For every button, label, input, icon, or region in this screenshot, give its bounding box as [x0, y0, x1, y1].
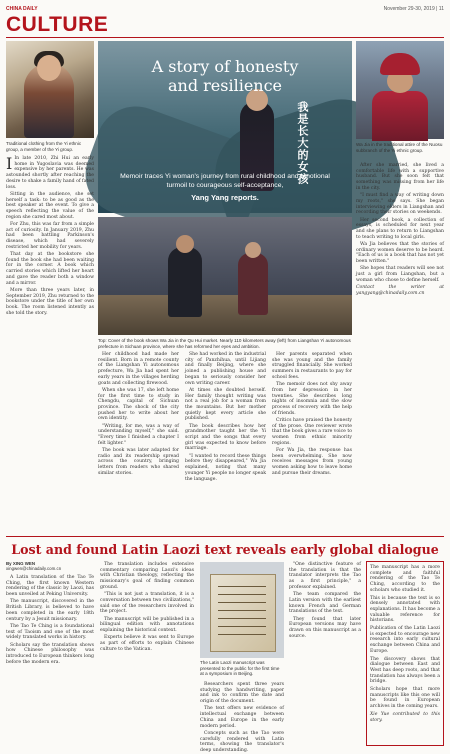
- left-photo: [6, 41, 94, 138]
- right-photo: [356, 41, 444, 139]
- contact-line: Contact the writer at yangyang@chinadaily.com.cn: [356, 285, 444, 296]
- article2-column-3: Researchers spent three years studying the handwriting, paper and ink to confirm the date and origin of the document. The text offers new evidence of intellectual exchange between China and Europe in the early modern period. Concepts such as the Tao were carefully rendered with Latin terms, showing the translator's deep understanding.: [200, 682, 284, 753]
- sidebar-contact: Xie Yue contributed to this story.: [370, 711, 440, 723]
- section-divider: [6, 37, 444, 38]
- feature-column-2: Her childhood had made her resilient. Born in a remote county of the Liangshan Yi autonomous prefecture, Wa Jia had spent her early years in the villages herding goats and collecting firewood. When she was 17, she left home for the first time to study in Chengdu, capital of Sichuan province. The shock of the city pushed her to write about her own identity. "Writing, for me, was a way of understanding myself," she said. "Every time I finished a chapter I felt lighter." The book was later adapted for radio and its readership spread across the country, bringing letters from readers who shared similar stories.: [98, 352, 179, 476]
- manuscript-caption: The Latin Laozi manuscript was presented to the public for the first time at a symposium in Beijing.: [200, 660, 280, 677]
- article2-column-1: A Latin translation of the Tao Te Ching, the first known Western rendering of the classic by Laozi, has been unveiled at Peking University. The manuscript, discovered in the British Library, is believed to have been completed in the early 18th century by a Jesuit missionary. The Tao Te Ching is a foundational text of Taoism and one of the most widely translated works in history. Scholars say the translation shows how Chinese philosophy was introduced to European thinkers long before the modern era.: [6, 575, 94, 665]
- left-photo-caption: Traditional clothing from the Yi ethnic group, a member of the Yi group.: [6, 141, 82, 152]
- issue-date: November 29-30, 2019 | 11: [383, 6, 444, 12]
- feature-title: A story of honesty and resilience: [151, 57, 299, 95]
- masthead: CHINA DAILY: [6, 6, 38, 12]
- author-email[interactable]: xingwen@chinadaily.com.cn: [6, 566, 62, 572]
- sidebar-box: The manuscript has a more complete and faithful rendering of the Tao Te Ching, according to the scholars who studied it. This is because the text is so densely annotated with explanations. It has become a valuable reference for historians. Publication of the Latin Laozi is expected to encourage new research into early cultural exchange between China and Europe. The discovery shows that dialogue between East and West has deep roots, and that translation has always been a bridge. Scholars hope that more manuscripts like this one will be found in European archives in the coming years. Xie Yue contributed to this story.: [366, 561, 444, 746]
- chinese-book-title: 我是长大的女孩: [296, 101, 309, 185]
- feature-deck: Memoir traces Yi woman's journey from rural childhood and emotional turmoil to courageous self-acceptance,: [120, 173, 330, 189]
- article2-column-2: The translation includes extensive commentary comparing Laozi's ideas with Christian theology, reflecting the missionary's goal of finding common ground. "This is not just a translation, it is a conversation between two civilizations," said one of the researchers involved in the project. The manuscript will be published in a bilingual edition with annotations explaining the historical context. Experts believe it was sent to Europe as part of efforts to explain Chinese culture to the Vatican.: [100, 562, 194, 652]
- feature-column-3: She had worked in the industrial city of Panzhihua, until Lijiang and finally Beijing, where she joined a publishing house and began to seriously consider her own writing career. At times she doubted herself. Her family thought writing was not a real job for a woman from the mountains. But her mother quietly kept every article she published. The book describes how her grandmother taught her the Yi script and the songs that every girl was expected to know before marriage. "I wanted to record these things before they disappeared," Wa Jia explained, noting that many younger Yi people no longer speak the language.: [185, 352, 266, 482]
- right-photo-caption: Wa Jia in the traditional attire of the Nuosu subbranch of the Yi ethnic group.: [356, 142, 443, 153]
- middle-photo: [98, 217, 352, 335]
- manuscript-photo: [200, 562, 284, 658]
- feature-column-1: I In late 2010, Zhi Hui an early home in Yugoslavia was deemed expensive by her parents. He was astounded shortly after reaching the desire to shake a family hand of fated loss. Sitting in the audience, she set herself a task: to be as good as the best speaker at the event. To give a speech reflecting the value of the region she cared most about. For Zhu, this was far from a simple act of curiosity. In January 2019, Zhu had been battling Parkinson's disease, which had severely restricted her mobility for years. That day at the bookstore she found the book she had been waiting for in the corner. A book which carried stories which lifted her heart and gave the reader both a window and a mirror. More than three years later, in September 2019, Zhu returned to the bookstore under the title of her own book. The room listened intently as she told the story.: [6, 154, 94, 316]
- section-title: CULTURE: [6, 13, 109, 36]
- article-divider: [6, 536, 444, 537]
- middle-photo-caption: Top: Cover of the book shows Wa Jia in the Qu Hui market. Nearly 110 kilometers away (left) from Liangshan Yi autonomous prefecture in Sichuan province, where she has reformed her eyes and ambition.: [98, 338, 351, 349]
- feature-byline: Yang Yang reports.: [191, 193, 259, 202]
- feature-column-4: Her parents separated when she was young and the family struggled financially. She worked summers in restaurants to pay for school fees. The memoir does not shy away from her depression in her twenties. She describes long nights of insomnia and the slow process of recovery with the help of friends. Critics have praised the honesty of the prose. One reviewer wrote that the book gives a rare voice to women from ethnic minority regions. For Wa Jia, the response has been overwhelming. She now receives messages from young women asking how to leave home and pursue their dreams.: [272, 352, 352, 476]
- article2-byline: By XING WEN xingwen@chinadaily.com.cn: [6, 561, 62, 572]
- feature-column-5: After she married, she lived a comfortable life with a supportive husband. But she soon felt that something was missing from her life in the city. "I must find a way of writing down my roots," she says. She began interviewing elders in Liangshan and recording their stories on weekends. Her second book, a collection of essays, is scheduled for next year and she plans to return to Liangshan to teach writing to local girls. Wa Jia believes that the stories of ordinary women deserve to be heard. "Each of us is a book that has not yet been written." She hopes that readers will see not just a girl from Liangshan, but a woman who chose to define herself. Contact the writer at yangyang@chinadaily.com.cn: [356, 163, 444, 296]
- article2-column-4: "One distinctive feature of the translation is that the translator interprets the Tao as a first principle," a professor explained. The team compared the Latin version with the earliest known French and German translations of the text. They found that later European versions may have drawn on this manuscript as a source.: [289, 562, 361, 639]
- article2-title: Lost and found Latin Laozi text reveals early global dialogue: [11, 542, 439, 557]
- hero-image: [98, 41, 352, 213]
